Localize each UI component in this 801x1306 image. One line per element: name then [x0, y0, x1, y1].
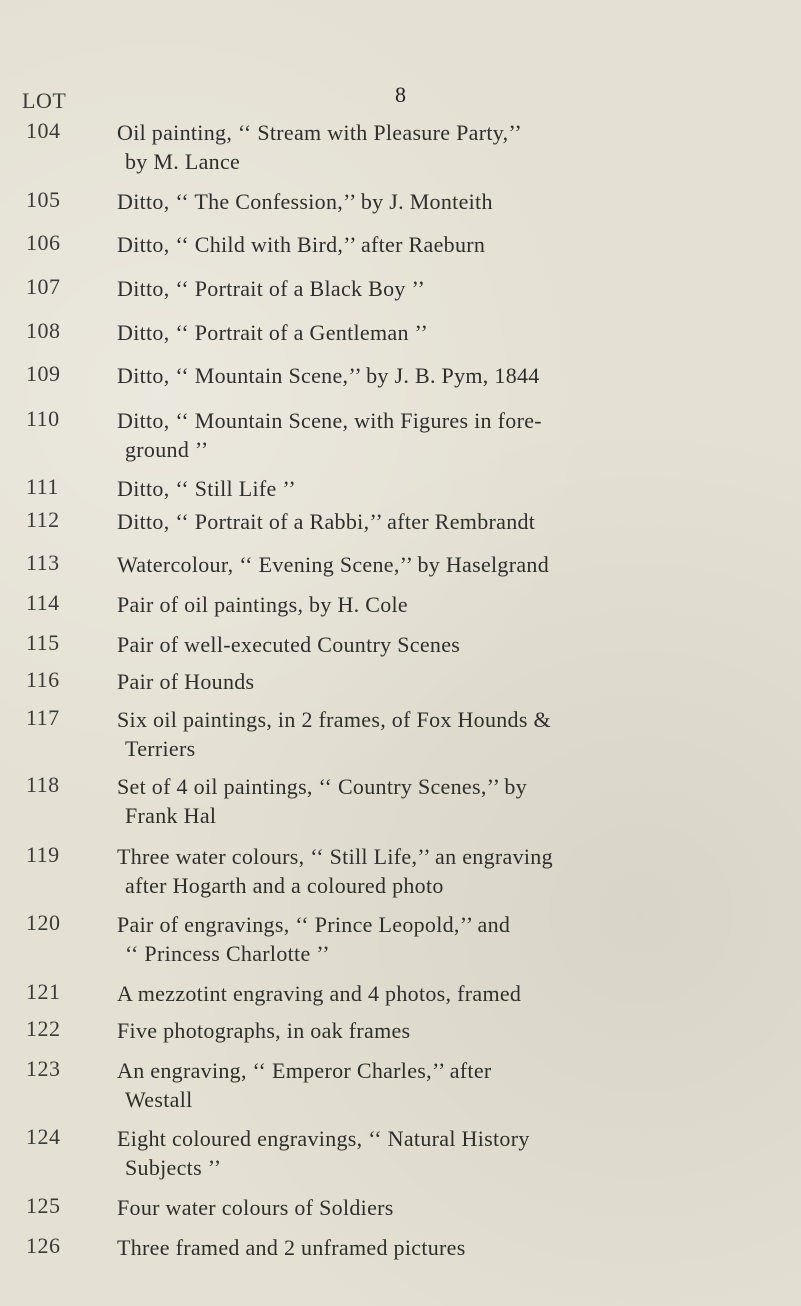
lot-number: 106 — [26, 230, 61, 255]
lot-description — [117, 187, 789, 216]
lot-number: 107 — [26, 274, 61, 299]
lot-number: 119 — [26, 842, 60, 867]
lot-description — [117, 361, 789, 390]
lot-description — [117, 1124, 789, 1182]
lot-number: 104 — [26, 118, 61, 143]
lot-number: 109 — [26, 361, 61, 386]
lot-description — [117, 1193, 789, 1222]
lot-number: 126 — [26, 1233, 61, 1258]
lot-number: 112 — [26, 507, 60, 532]
description-line: Ditto, ‘‘ Mountain Scene,’’ by J. B. Pym, 1844 — [117, 363, 540, 388]
lot-description — [117, 230, 789, 259]
description-line: Pair of well-executed Country Scenes — [117, 632, 461, 657]
lot-description — [117, 550, 789, 579]
lot-column-header: LOT — [22, 88, 67, 113]
lot-number: 116 — [26, 667, 60, 692]
description-line: ‘‘ Princess Charlotte ’’ — [125, 941, 330, 966]
description-line: Terriers — [125, 736, 196, 761]
description-line: Six oil paintings, in 2 frames, of Fox Hounds & — [117, 707, 551, 732]
lot-description — [117, 590, 789, 619]
description-line: Four water colours of Soldiers — [117, 1195, 394, 1220]
lot-description — [117, 1233, 789, 1262]
description-line: Ditto, ‘‘ Portrait of a Rabbi,’’ after Rembrandt — [117, 509, 536, 534]
lot-number: 122 — [26, 1016, 61, 1041]
lot-number: 115 — [26, 630, 60, 655]
description-line: A mezzotint engraving and 4 photos, framed — [117, 981, 522, 1006]
description-line: An engraving, ‘‘ Emperor Charles,’’ after — [117, 1058, 492, 1083]
description-line: Subjects ’’ — [125, 1155, 222, 1180]
lot-number: 105 — [26, 187, 61, 212]
description-line: Ditto, ‘‘ Mountain Scene, with Figures in fore- — [117, 408, 542, 433]
description-line: Three water colours, ‘‘ Still Life,’’ an engraving — [117, 844, 553, 869]
description-line: after Hogarth and a coloured photo — [125, 873, 444, 898]
description-line: Ditto, ‘‘ Portrait of a Black Boy ’’ — [117, 276, 426, 301]
lot-number: 123 — [26, 1056, 61, 1081]
lot-number: 110 — [26, 406, 60, 431]
description-line: Pair of engravings, ‘‘ Prince Leopold,’’ and — [117, 912, 511, 937]
description-line: Watercolour, ‘‘ Evening Scene,’’ by Haselgrand — [117, 552, 550, 577]
description-line: by M. Lance — [125, 149, 241, 174]
page-number: 8 — [395, 82, 406, 107]
lot-description — [117, 507, 789, 536]
lot-description — [117, 772, 789, 830]
lot-description — [117, 842, 789, 900]
lot-number: 114 — [26, 590, 60, 615]
description-line: Ditto, ‘‘ Child with Bird,’’ after Raeburn — [117, 232, 486, 257]
lot-number: 117 — [26, 705, 60, 730]
description-line: Three framed and 2 unframed pictures — [117, 1235, 466, 1260]
description-line: Ditto, ‘‘ Still Life ’’ — [117, 476, 296, 501]
lot-number: 120 — [26, 910, 61, 935]
description-line: Frank Hal — [125, 803, 217, 828]
lot-description — [117, 1056, 789, 1114]
lot-description — [117, 630, 789, 659]
lot-number: 113 — [26, 550, 60, 575]
lot-description — [117, 318, 789, 347]
description-line: Ditto, ‘‘ The Confession,’’ by J. Monteith — [117, 189, 493, 214]
lot-description — [117, 667, 789, 696]
lot-description — [117, 274, 789, 303]
lot-description — [117, 1016, 789, 1045]
description-line: Pair of oil paintings, by H. Cole — [117, 592, 408, 617]
lot-number: 111 — [26, 474, 59, 499]
description-line: Ditto, ‘‘ Portrait of a Gentleman ’’ — [117, 320, 429, 345]
lot-number: 118 — [26, 772, 60, 797]
description-line: Pair of Hounds — [117, 669, 255, 694]
lot-description — [117, 705, 789, 763]
lot-description — [117, 118, 789, 176]
lot-number: 125 — [26, 1193, 61, 1218]
description-line: Eight coloured engravings, ‘‘ Natural History — [117, 1126, 530, 1151]
description-line: Westall — [125, 1087, 193, 1112]
description-line: Set of 4 oil paintings, ‘‘ Country Scenes,’’ by — [117, 774, 528, 799]
lot-description — [117, 910, 789, 968]
lot-description — [117, 979, 789, 1008]
lot-description — [117, 406, 789, 464]
description-line: ground ’’ — [125, 437, 209, 462]
lot-number: 121 — [26, 979, 61, 1004]
lot-number: 124 — [26, 1124, 61, 1149]
description-line: Oil painting, ‘‘ Stream with Pleasure Party,’’ — [117, 120, 523, 145]
description-line: Five photographs, in oak frames — [117, 1018, 411, 1043]
lot-number: 108 — [26, 318, 61, 343]
lot-description — [117, 474, 789, 503]
